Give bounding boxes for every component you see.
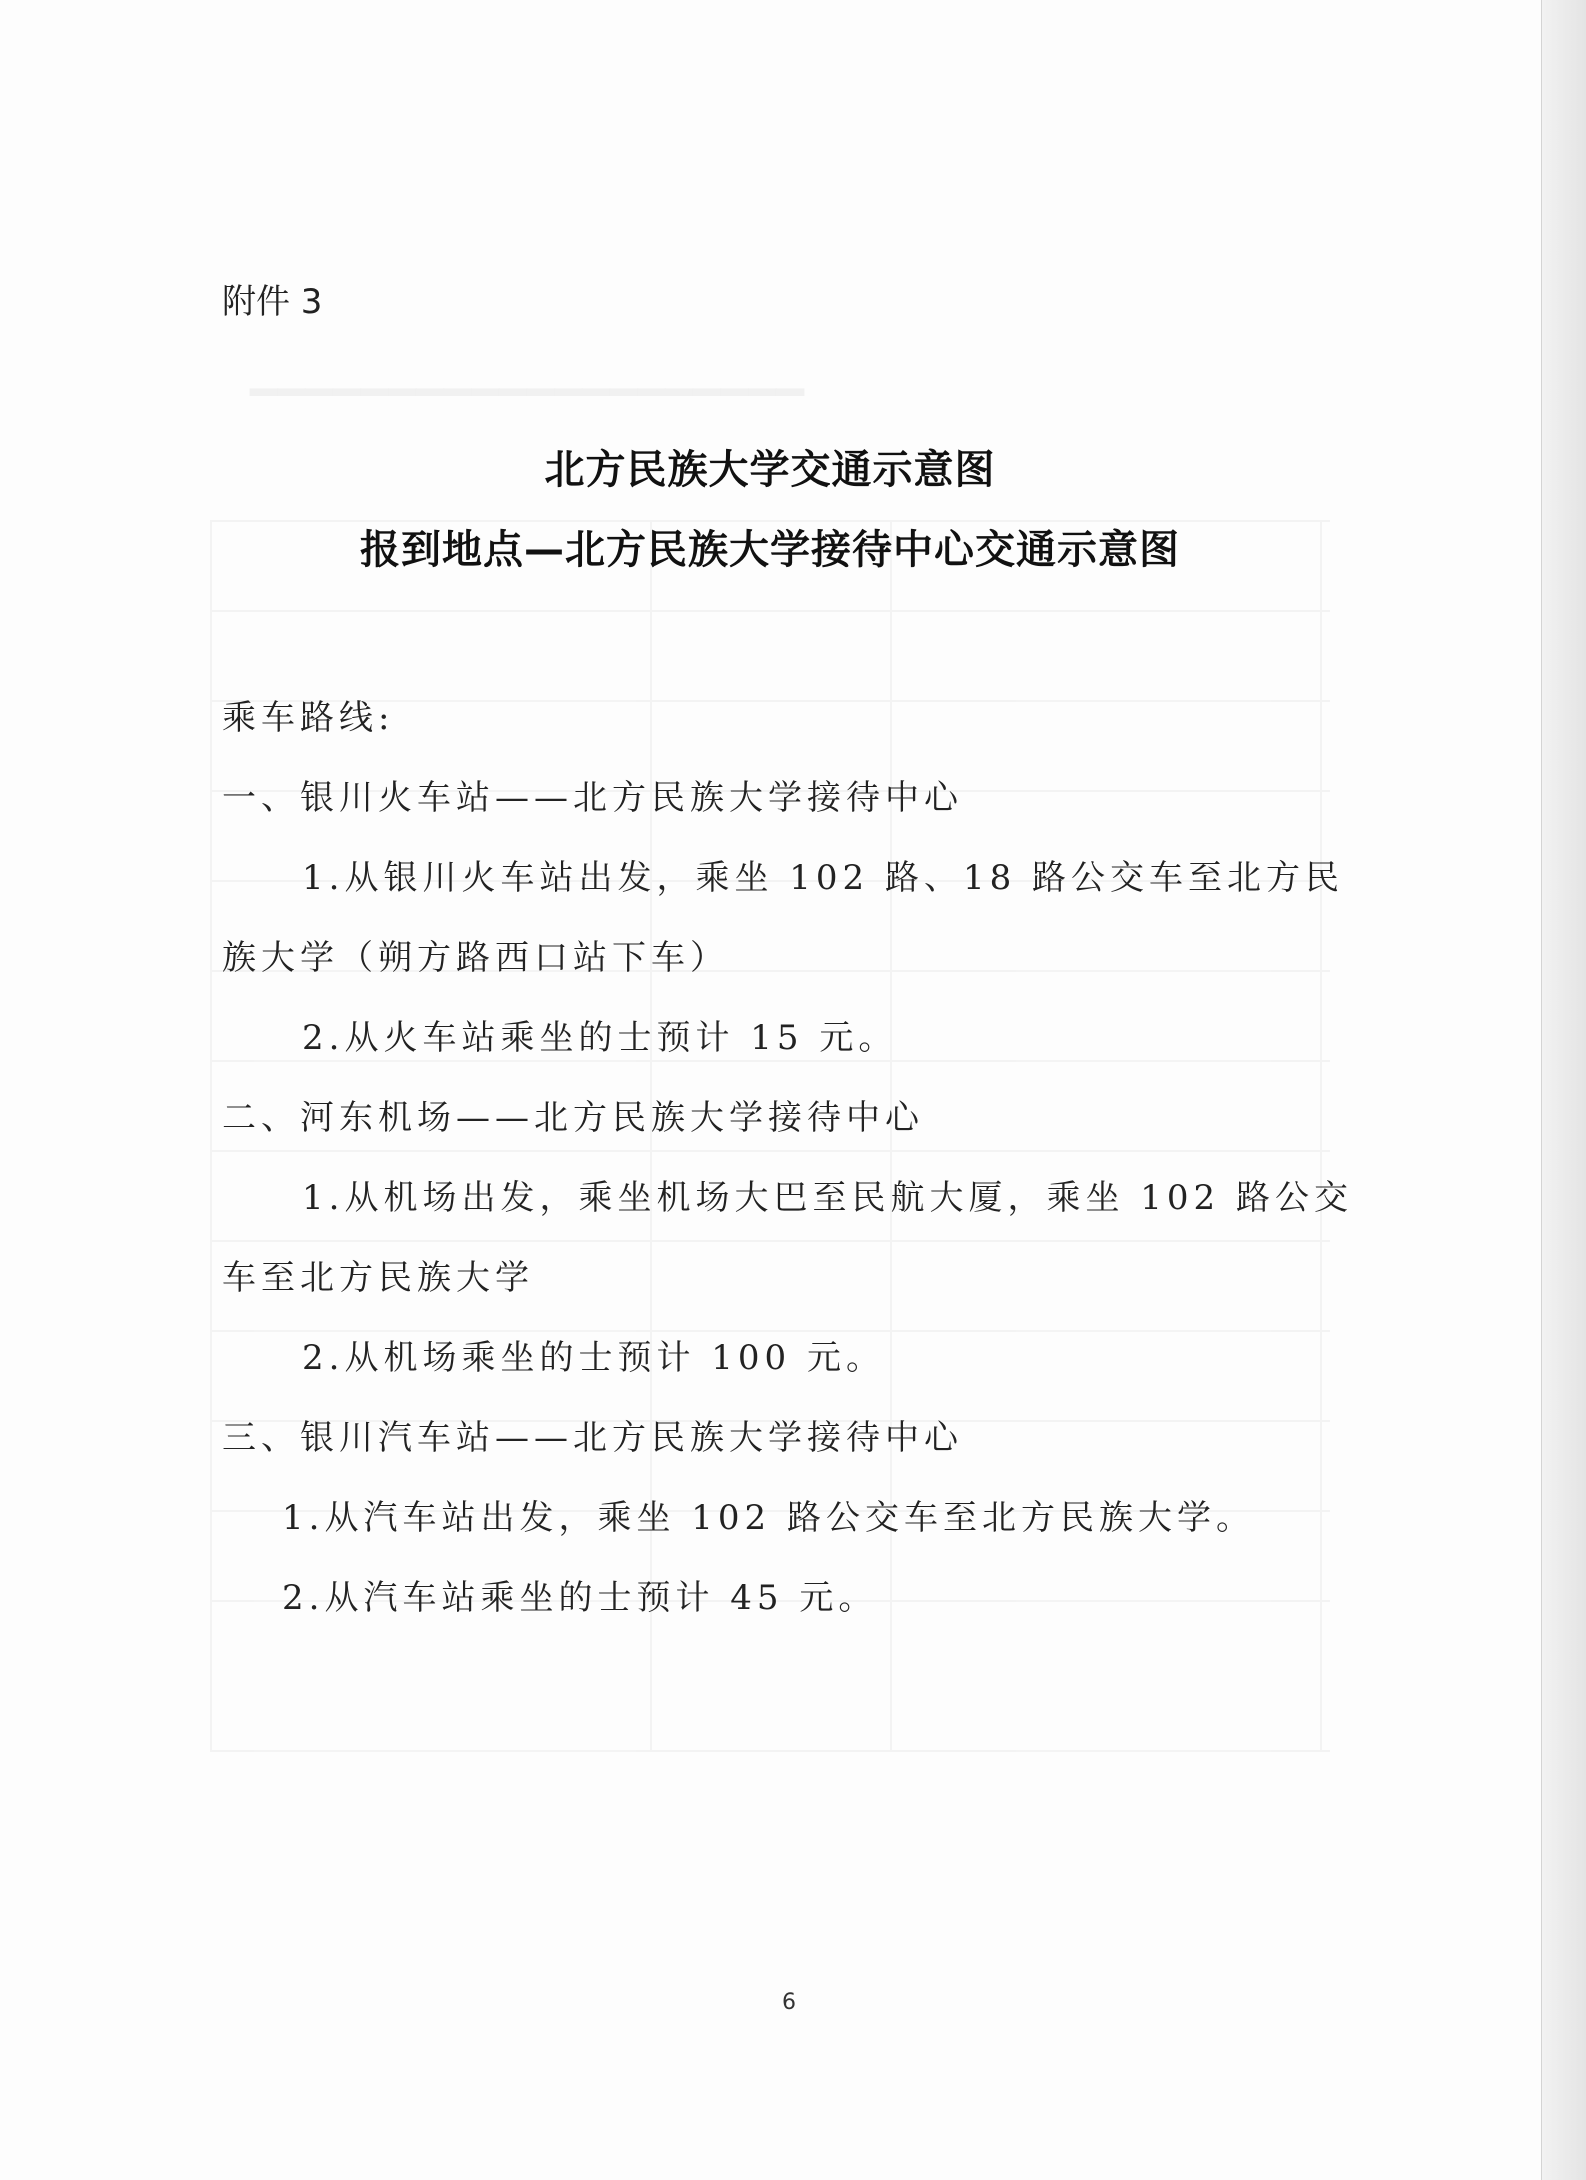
page-number: 6 [782, 1990, 796, 2015]
section-2-title: 二、河东机场——北方民族大学接待中心 [222, 1098, 924, 1138]
bleed-table-line [210, 1060, 1330, 1062]
section-1-item-1-line-2: 族大学（朔方路西口站下车） [222, 938, 729, 978]
attachment-label: 附件 3 [222, 282, 323, 322]
bleed-table-line [210, 520, 212, 1750]
section-1-item-1-line-1: 1.从银川火车站出发，乘坐 102 路、18 路公交车至北方民 [302, 858, 1345, 898]
sub-title: 报到地点—北方民族大学接待中心交通示意图 [360, 527, 1180, 573]
bleed-table-line [1320, 520, 1322, 1750]
main-title: 北方民族大学交通示意图 [544, 447, 996, 493]
section-3-item-1: 1.从汽车站出发，乘坐 102 路公交车至北方民族大学。 [282, 1498, 1255, 1538]
section-2-item-2: 2.从机场乘坐的士预计 100 元。 [302, 1338, 885, 1378]
bleed-table-line [210, 610, 1330, 612]
bleed-through-title-shape: ━━━━━━━━━━━━━━━━━━━━ [250, 365, 804, 419]
reverse-side-bleed-through [210, 270, 1330, 1890]
section-1-item-2: 2.从火车站乘坐的士预计 15 元。 [302, 1018, 898, 1058]
section-2-item-1-line-1: 1.从机场出发，乘坐机场大巴至民航大厦，乘坐 102 路公交 [302, 1178, 1353, 1218]
section-3-title: 三、银川汽车站——北方民族大学接待中心 [222, 1418, 963, 1458]
routes-heading: 乘车路线: [222, 698, 395, 738]
bleed-table-line [210, 1150, 1330, 1152]
section-2-item-1-line-2: 车至北方民族大学 [222, 1258, 534, 1298]
section-1-title: 一、银川火车站——北方民族大学接待中心 [222, 778, 963, 818]
section-3-item-2: 2.从汽车站乘坐的士预计 45 元。 [282, 1578, 878, 1618]
bleed-table-line [210, 1240, 1330, 1242]
bleed-table-line [210, 1750, 1330, 1752]
page-edge-shadow [1541, 0, 1586, 2180]
